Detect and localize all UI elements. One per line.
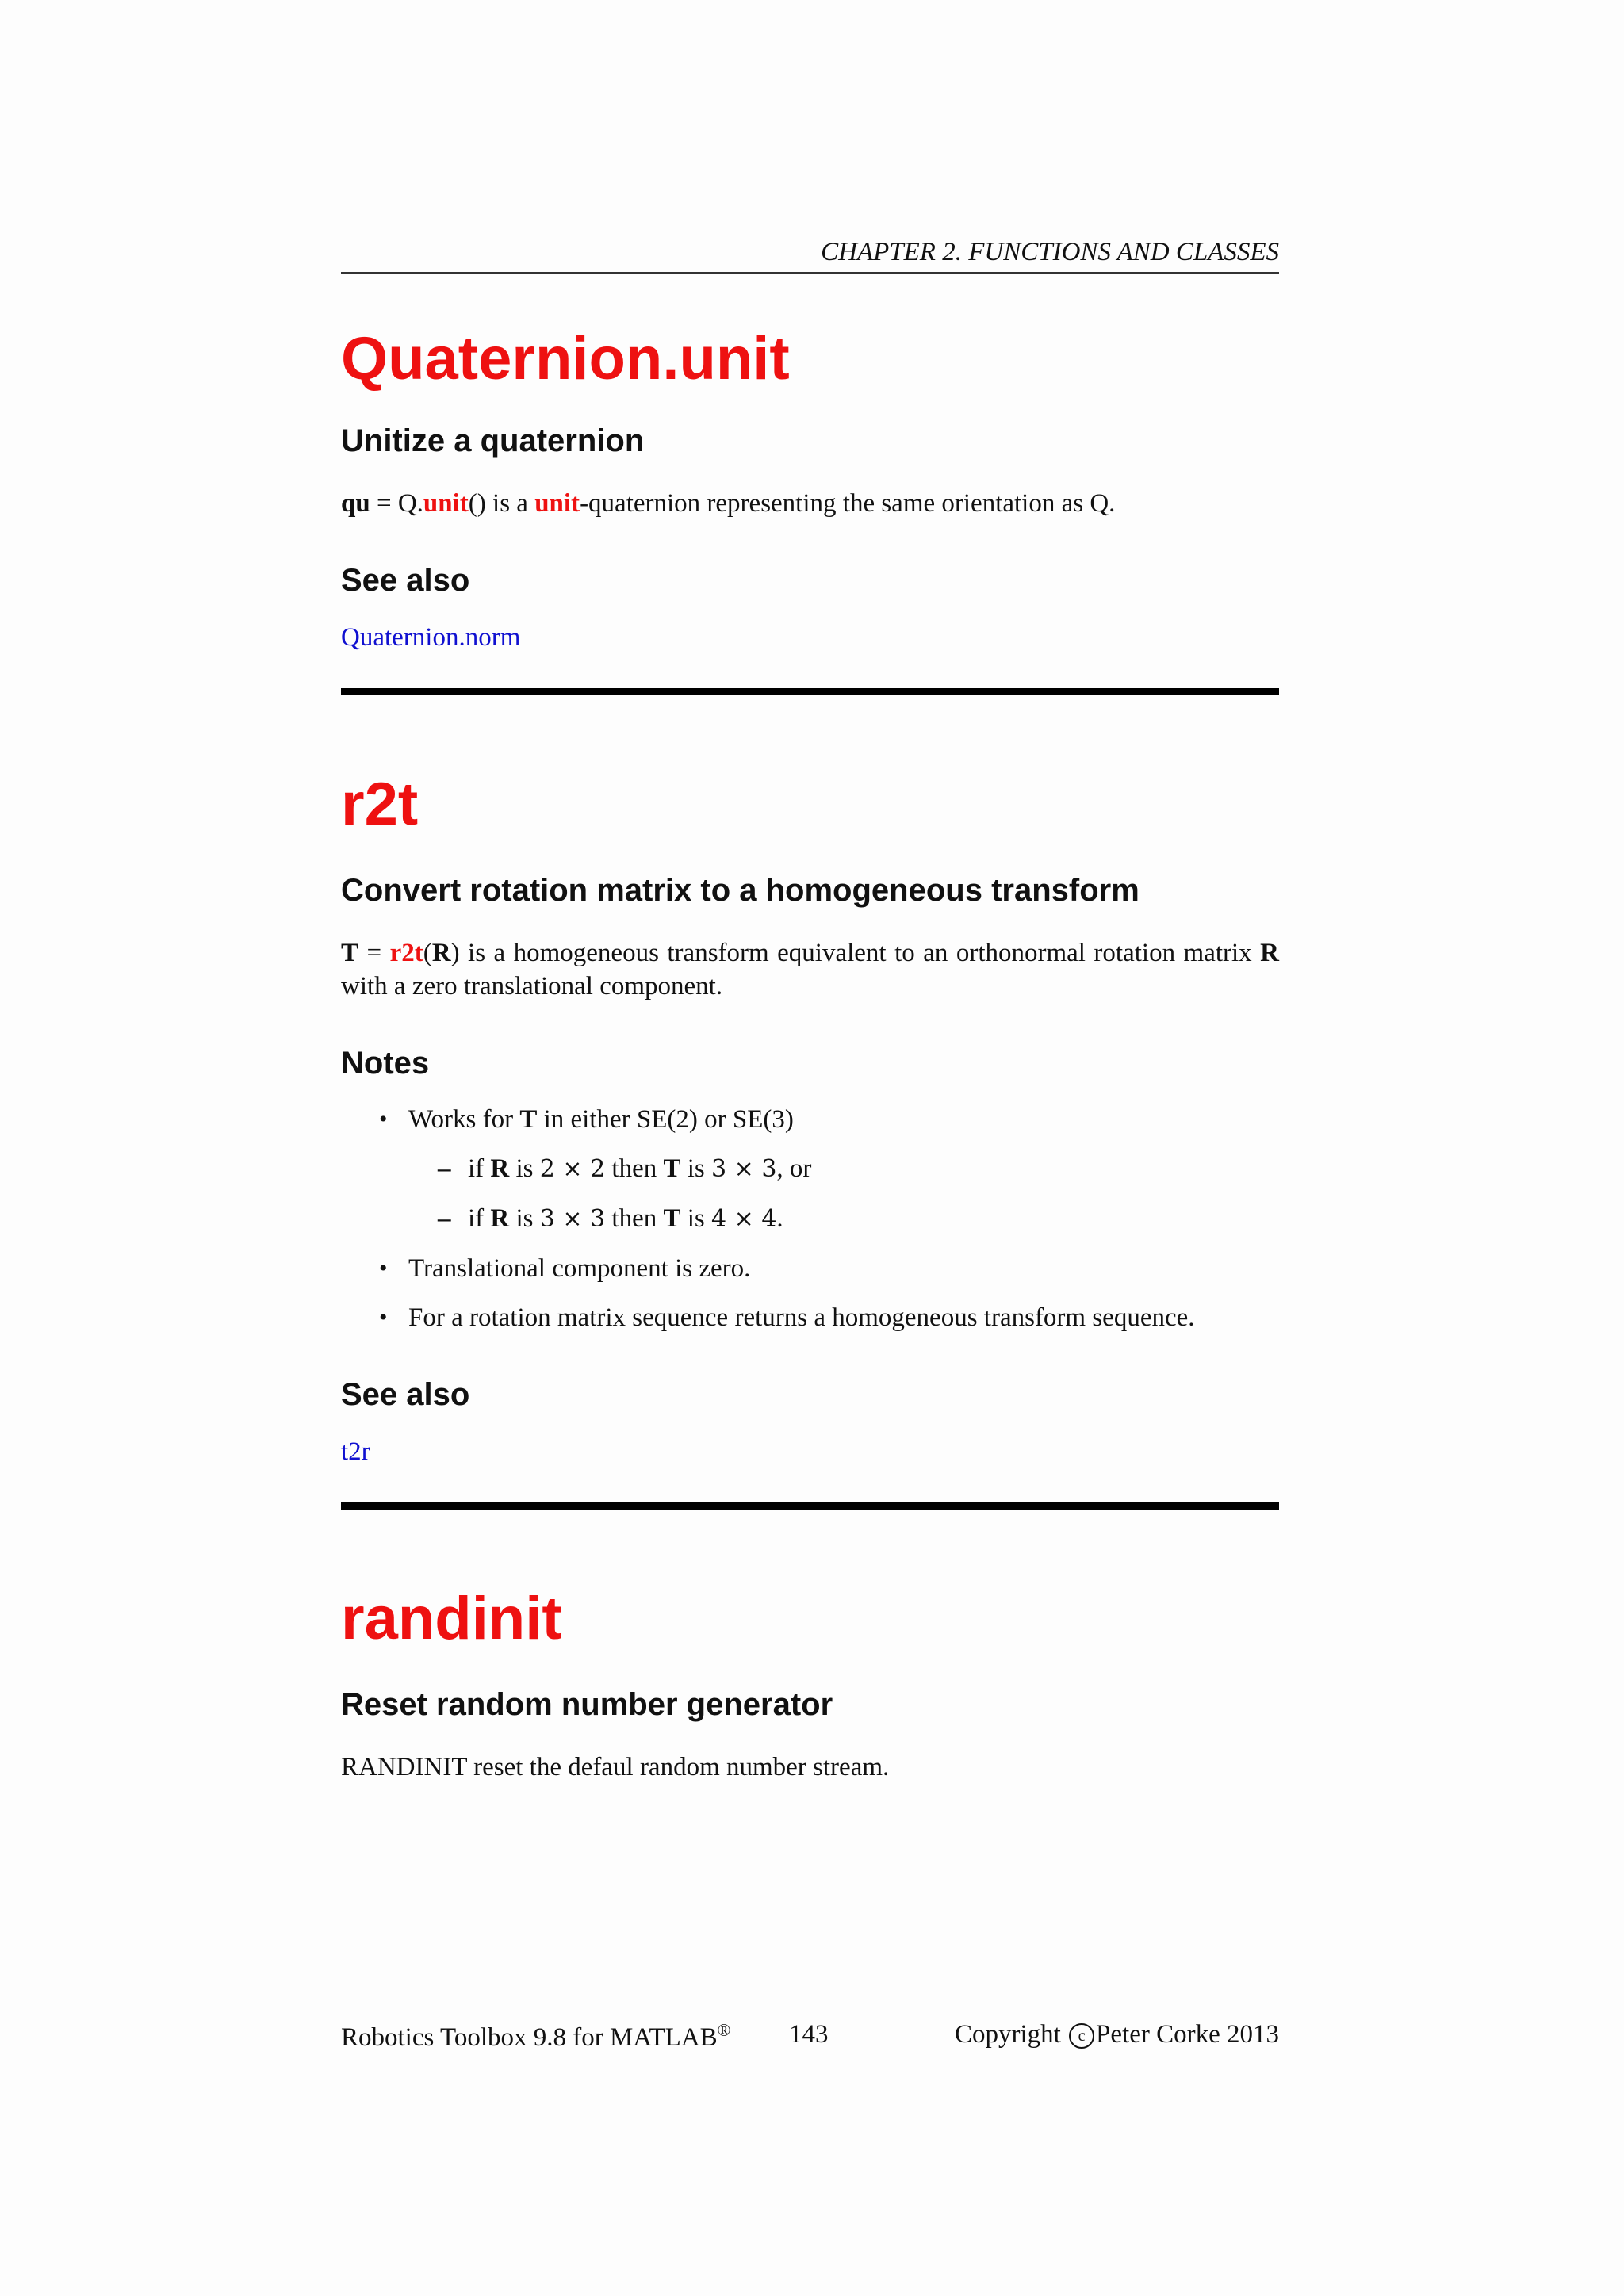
page-content: [341, 238, 1279, 1784]
text-segment: (: [423, 939, 432, 967]
entry-description: [341, 936, 1279, 1003]
var-R: R: [490, 1154, 510, 1183]
entry-title: randinit: [341, 1585, 562, 1652]
footer-product-name: Robotics Toolbox 9.8 for MATLAB: [341, 2023, 718, 2052]
note-item: • For a rotation matrix sequence returns a homogeneous transform sequence.: [341, 1301, 1279, 1334]
see-also-heading: See also: [341, 1377, 470, 1412]
text-segment: () is a: [468, 489, 535, 518]
var-T: T: [663, 1204, 681, 1233]
entry-randinit: [341, 1585, 1279, 1784]
var-qu: qu: [341, 489, 370, 518]
entry-description: RANDINIT reset the defaul random number stream.: [341, 1753, 890, 1781]
note-subitem: [341, 1202, 1279, 1236]
copyright-holder: Peter Corke 2013: [1096, 2020, 1279, 2049]
footer-copyright: [955, 2020, 1279, 2049]
text-segment: ) is a homogeneous transform equivalent to an orthonormal rotation matrix: [450, 939, 1261, 967]
text-segment: then: [605, 1204, 664, 1233]
text-segment: is: [509, 1154, 540, 1183]
text-segment: in either SE(2) or SE(3): [537, 1105, 794, 1134]
see-also-link-quaternion-norm[interactable]: Quaternion.norm: [341, 623, 521, 652]
text-segment: if: [468, 1204, 491, 1233]
text-segment: -quaternion representing the same orientation as Q.: [580, 489, 1116, 518]
text-segment: , or: [776, 1154, 812, 1183]
page-footer: [341, 2020, 1279, 2068]
entry-quaternion-unit: [341, 325, 1279, 652]
registered-mark: ®: [717, 2020, 731, 2040]
text-segment: if: [468, 1154, 491, 1183]
note-item: [341, 1103, 1279, 1136]
function-name: r2t: [389, 939, 423, 967]
footer-product: [341, 2020, 730, 2053]
text-segment: is: [509, 1204, 540, 1233]
function-name: unit: [423, 489, 469, 518]
var-R: R: [431, 939, 451, 967]
see-also-link-t2r[interactable]: t2r: [341, 1437, 370, 1466]
math-dim: 3 × 3: [711, 1155, 777, 1183]
text-segment: is: [680, 1204, 712, 1233]
entry-subtitle: Reset random number generator: [341, 1687, 833, 1722]
text-segment: =: [358, 939, 390, 967]
math-dim: 2 × 2: [539, 1155, 606, 1183]
var-T: T: [341, 939, 359, 967]
notes-heading: Notes: [341, 1046, 430, 1081]
text-segment: = Q.: [370, 489, 423, 518]
text-segment: .: [776, 1204, 783, 1233]
math-dim: 3 × 3: [539, 1205, 606, 1233]
note-item: • Translational component is zero.: [341, 1252, 1279, 1285]
entry-subtitle: Unitize a quaternion: [341, 423, 645, 458]
text-segment: is: [680, 1154, 712, 1183]
entry-title: r2t: [341, 771, 419, 838]
math-dim: 4 × 4: [711, 1205, 777, 1233]
section-divider: [341, 1502, 1279, 1510]
see-also-heading: See also: [341, 563, 470, 598]
var-R: R: [1260, 939, 1279, 967]
entry-r2t: [341, 771, 1279, 1467]
page-number: 143: [789, 2020, 829, 2049]
entry-description: [341, 487, 1279, 520]
copyright-icon: c: [1069, 2023, 1094, 2049]
text-segment: Works for: [408, 1105, 520, 1134]
running-head: CHAPTER 2. FUNCTIONS AND CLASSES: [341, 238, 1279, 274]
keyword-highlight: unit: [534, 489, 580, 518]
var-R: R: [490, 1204, 510, 1233]
var-T: T: [519, 1105, 538, 1134]
var-T: T: [663, 1154, 681, 1183]
text-segment: with a zero translational component.: [341, 972, 723, 1001]
notes-list: [341, 1103, 1279, 1334]
copyright-text: Copyright: [954, 2020, 1068, 2049]
note-subitem: [341, 1152, 1279, 1186]
entry-title: Quaternion.unit: [341, 325, 790, 392]
entry-subtitle: Convert rotation matrix to a homogeneous transform: [341, 873, 1139, 908]
section-divider: [341, 688, 1279, 695]
text-segment: then: [605, 1154, 664, 1183]
